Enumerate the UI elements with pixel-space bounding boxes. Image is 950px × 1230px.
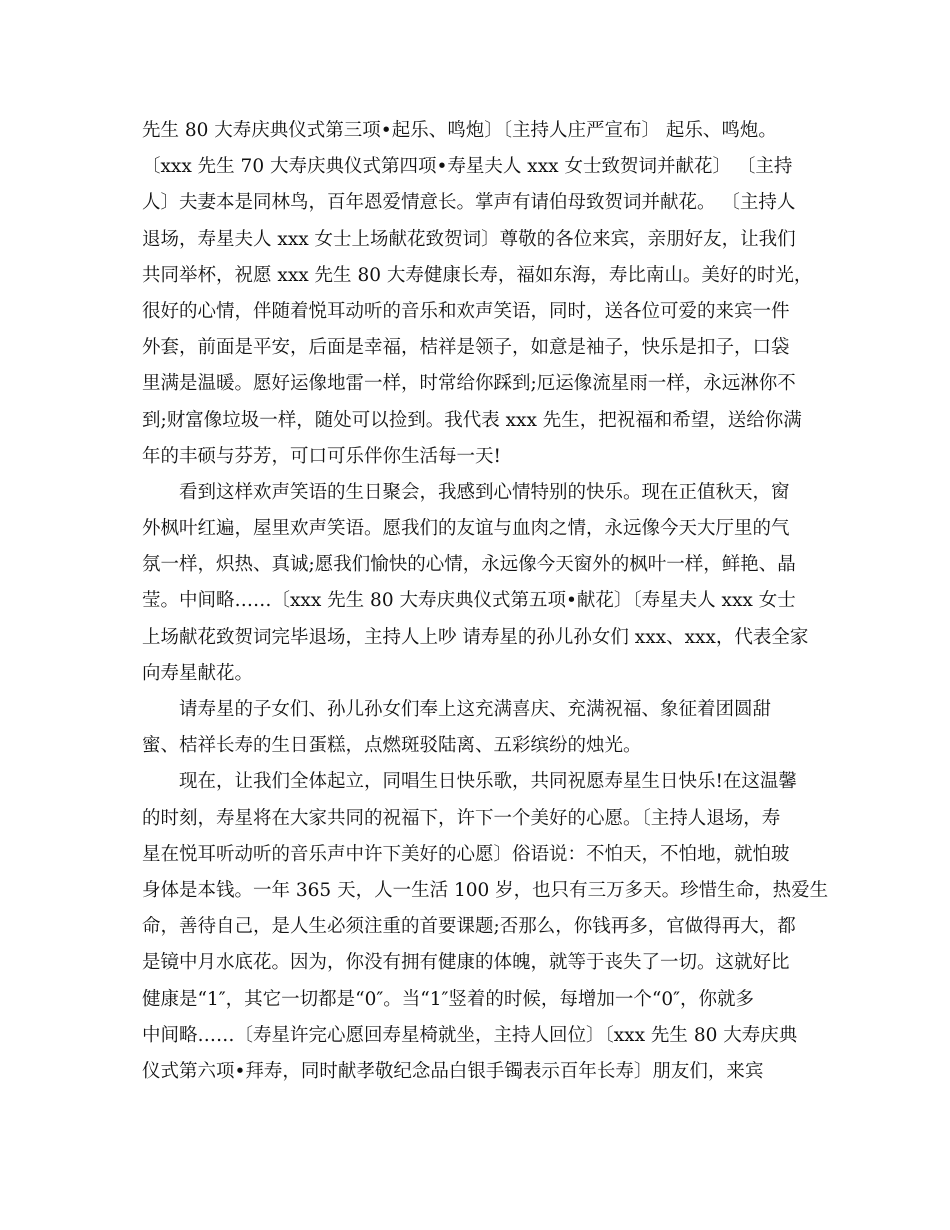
text-line: 里满是温暖。愿好运像地雷一样，时常给你踩到;厄运像流星雨一样，永远淋你不 (142, 373, 796, 395)
text-line: 身体是本钱。一年 365 天，人一生活 100 岁，也只有三万多天。珍惜生命，热爱生 (142, 879, 829, 901)
text-line: 仪式第六项•拜寿，同时献孝敬纪念品白银手镯表示百年长寿〕朋友们，来宾 (142, 1060, 764, 1082)
text-line: 的时刻，寿星将在大家共同的祝福下，许下一个美好的心愿。〔主持人退场，寿 (142, 807, 781, 829)
paragraph-first-line: 请寿星的子女们、孙儿孙女们奉上这充满喜庆、充满祝福、象征着团圆甜 (179, 699, 772, 720)
paragraph-first-line: 现在，让我们全体起立，同唱生日快乐歌，共同祝愿寿星生日快乐!在这温馨 (179, 771, 797, 793)
text-line: 是镜中月水底花。因为，你没有拥有健康的体魄，就等于丧失了一切。这就好比 (142, 952, 790, 974)
text-line: 外枫叶红遍，屋里欢声笑语。愿我们的友谊与血肉之情，永远像今天大厅里的气 (142, 518, 790, 540)
text-line: 莹。中间略……〔xxx 先生 80 大寿庆典仪式第五项•献花〕〔寿星夫人 xxx 女士 (142, 590, 796, 612)
text-line: 年的丰硕与芬芳，可口可乐伴你生活每一天! (142, 445, 501, 467)
text-line: 向寿星献花。 (142, 662, 254, 684)
document-body (142, 113, 829, 1090)
text-line: 人〕夫妻本是同林鸟，百年恩爱情意长。掌声有请伯母致贺词并献花。 〔主持人 (142, 192, 796, 214)
text-line: 上场献花致贺词完毕退场，主持人上吵 请寿星的孙儿孙女们 xxx、xxx，代表全家 (142, 626, 809, 648)
text-line: 命，善待自己，是人生必须注重的首要课题;否那么，你钱再多，官做得再大，都 (142, 916, 796, 938)
text-line: 到;财富像垃圾一样，随处可以捡到。我代表 xxx 先生，把祝福和希望，送给你满 (142, 409, 802, 431)
paragraph-first-line: 看到这样欢声笑语的生日聚会，我感到心情特别的快乐。现在正值秋天，窗 (179, 481, 790, 503)
text-line: 外套，前面是平安，后面是幸福，桔祥是领子，如意是袖子，快乐是扣子，口袋 (142, 337, 790, 359)
text-line: 星在悦耳听动听的音乐声中许下美好的心愿〕俗语说：不怕天，不怕地，就怕玻 (142, 843, 790, 865)
text-line: 共同举杯，祝愿 xxx 先生 80 大寿健康长寿，福如东海，寿比南山。美好的时光， (142, 264, 813, 286)
text-line: 蜜、桔祥长寿的生日蛋糕，点燃斑驳陆离、五彩缤纷的烛光。 (142, 735, 642, 757)
text-line: 退场，寿星夫人 xxx 女士上场献花致贺词〕尊敬的各位来宾，亲朋好友，让我们 (142, 228, 796, 250)
text-line: 先生 80 大寿庆典仪式第三项•起乐、鸣炮〕〔主持人庄严宣布〕 起乐、鸣炮。 (142, 120, 777, 141)
text-line: 氛一样，炽热、真诚;愿我们愉快的心情，永远像今天窗外的枫叶一样，鲜艳、晶 (142, 554, 796, 576)
text-line: 中间略……〔寿星许完心愿回寿星椅就坐，主持人回位〕〔xxx 先生 80 大寿庆典 (142, 1024, 798, 1046)
text-line: 健康是“1″，其它一切都是“0″。当“1″竖着的时候，每增加一个“0″，你就多 (142, 988, 755, 1010)
text-line: 〔xxx 先生 70 大寿庆典仪式第四项•寿星夫人 xxx 女士致贺词并献花〕 〔主持 (142, 156, 793, 178)
text-line: 很好的心情，伴随着悦耳动听的音乐和欢声笑语，同时，送各位可爱的来宾一件 (142, 300, 790, 322)
